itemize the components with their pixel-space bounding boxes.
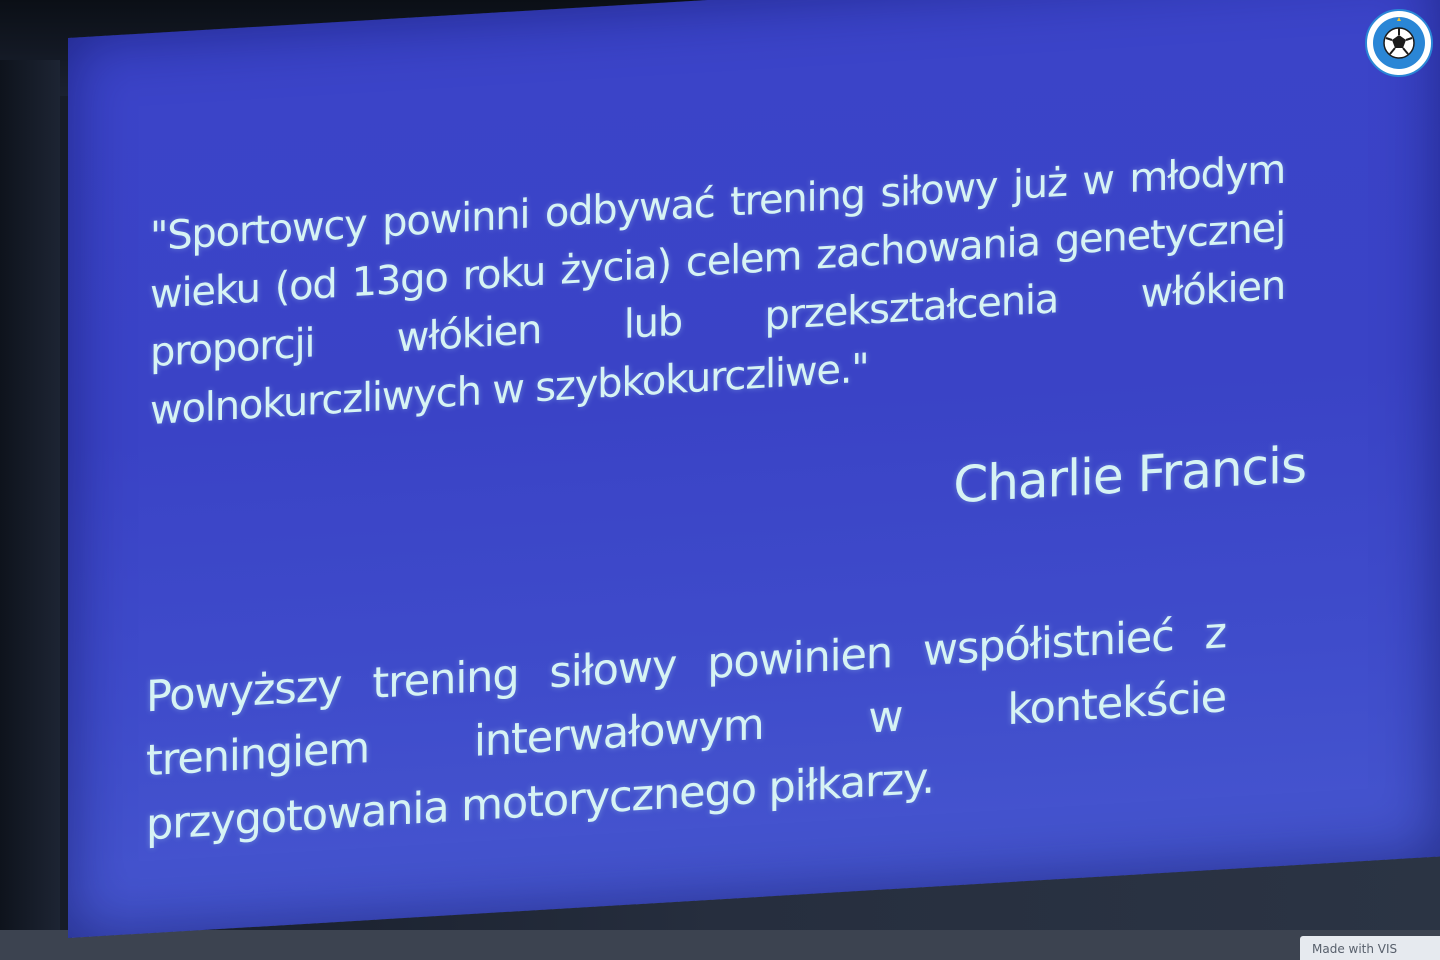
floor-strip	[0, 930, 1440, 960]
quote-author: Charlie Francis	[953, 435, 1306, 515]
football-association-crest-icon	[1364, 8, 1434, 78]
projection-screen	[68, 0, 1440, 938]
left-wall	[0, 60, 60, 960]
made-with-badge: Made with VIS	[1300, 936, 1440, 960]
slide-quote: "Sportowcy powinni odbywać trening siłowy już w młodym wieku (od 13go roku życia) celem zachowania genetycznej proporcji włókien lub przekształcenia włókien wolnokurczliwych w szybkokurczliwe."	[150, 146, 1285, 435]
slide-note: Powyższy trening siłowy powinien współistnieć z treningiem interwałowym w kontekście przygotowania motorycznego piłkarzy.	[146, 608, 1226, 851]
slide-content	[68, 0, 1440, 938]
